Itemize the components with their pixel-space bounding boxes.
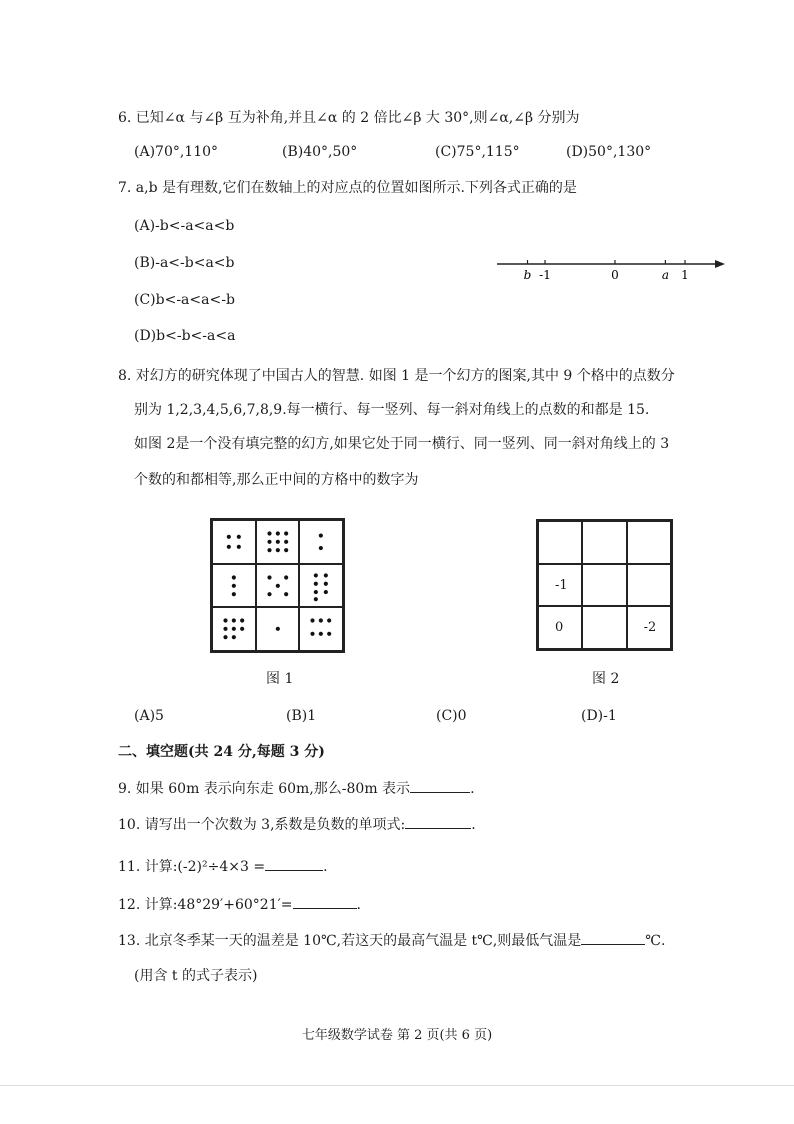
figure-2-caption: 图 2	[592, 671, 620, 687]
magic-square-dot	[223, 619, 227, 623]
magic-square-2-cell	[538, 564, 582, 607]
q9-answer-blank[interactable]	[410, 778, 470, 793]
q8-line-1: 8. 对幻方的研究体现了中国古人的智慧. 如图 1 是一个幻方的图案,其中 9 个格中的点数分	[118, 368, 675, 384]
magic-square-figure-1	[210, 518, 345, 653]
magic-square-dot	[284, 592, 288, 596]
q13-text: 13. 北京冬季某一天的温差是 10℃,若这天的最高气温是 t℃,则最低气温是	[118, 933, 582, 949]
magic-square-dot	[223, 627, 227, 631]
magic-square-dot	[284, 540, 288, 544]
magic-square-dot	[311, 619, 315, 623]
q10-end: .	[471, 817, 476, 833]
magic-square-figure-2	[536, 519, 673, 651]
magic-square-2-cell	[582, 606, 626, 649]
q6-option-c[interactable]: (C)75°,115°	[435, 144, 520, 160]
q9-end: .	[470, 781, 475, 797]
magic-square-dot	[275, 627, 279, 631]
q11-text: 11. 计算:(-2)²÷4×3 =	[118, 859, 266, 875]
magic-square-1-cell	[256, 607, 300, 651]
magic-square-dot	[267, 592, 271, 596]
number-line	[495, 252, 730, 286]
magic-square-2-cell	[582, 564, 626, 607]
q8-option-c[interactable]: (C)0	[436, 708, 467, 724]
magic-square-dot	[232, 619, 236, 623]
q8-line-3: 如图 2是一个没有填完整的幻方,如果它处于同一横行、同一竖列、同一斜对角线上的 3	[134, 436, 670, 452]
magic-square-dot	[319, 533, 323, 537]
magic-square-1-cell	[299, 520, 343, 564]
q6-option-d[interactable]: (D)50°,130°	[566, 144, 652, 160]
q11	[118, 856, 328, 877]
magic-square-dot	[267, 548, 271, 552]
magic-square-dot	[267, 575, 271, 579]
magic-square-dot	[267, 531, 271, 535]
magic-square-2-cell	[627, 521, 671, 564]
page-footer: 七年级数学试卷 第 2 页(共 6 页)	[301, 1028, 493, 1043]
magic-square-dot	[275, 531, 279, 535]
q8-line-2: 别为 1,2,3,4,5,6,7,8,9.每一横行、每一竖列、每一斜对角线上的点数的和都是 15.	[134, 402, 650, 418]
figure-1-caption: 图 1	[266, 671, 294, 687]
magic-square-dot	[327, 632, 331, 636]
q10-text: 10. 请写出一个次数为 3,系数是负数的单项式:	[118, 817, 406, 833]
q11-answer-blank[interactable]	[265, 856, 323, 871]
number-line-label: 0	[611, 268, 619, 282]
q6-option-a[interactable]: (A)70°,110°	[134, 144, 219, 160]
magic-square-dot	[319, 632, 323, 636]
magic-square-dot	[227, 545, 231, 549]
magic-square-1-cell	[299, 564, 343, 608]
magic-square-dot	[319, 619, 323, 623]
magic-square-1-cell	[212, 564, 256, 608]
magic-square-2-value: -1	[555, 577, 568, 593]
magic-square-dot	[275, 540, 279, 544]
magic-square-dot	[240, 619, 244, 623]
q8-line-4: 个数的和都相等,那么正中间的方格中的数字为	[134, 472, 419, 488]
magic-square-dot	[232, 592, 236, 596]
magic-square-dot	[232, 583, 236, 587]
bottom-divider	[0, 1085, 794, 1086]
q9-text: 9. 如果 60m 表示向东走 60m,那么-80m 表示	[118, 781, 411, 797]
q6-option-b[interactable]: (B)40°,50°	[282, 144, 358, 160]
q7-text: 7. a,b 是有理数,它们在数轴上的对应点的位置如图所示.下列各式正确的是	[118, 180, 577, 196]
magic-square-1-cell	[212, 607, 256, 651]
q10	[118, 814, 476, 835]
q13-end: ℃.	[645, 933, 666, 949]
magic-square-2-cell	[538, 521, 582, 564]
q10-answer-blank[interactable]	[405, 814, 471, 829]
number-line-label: 1	[681, 268, 689, 282]
number-line-label: a	[661, 268, 669, 282]
magic-square-2-cell	[627, 564, 671, 607]
q12	[118, 894, 361, 915]
q7-option-d[interactable]: (D)b<-b<-a<a	[134, 328, 236, 344]
q11-end: .	[323, 859, 328, 875]
q9	[118, 778, 475, 799]
magic-square-dot	[324, 581, 328, 585]
magic-square-2-value: 0	[555, 620, 564, 636]
q8-option-d[interactable]: (D)-1	[581, 708, 617, 724]
q12-end: .	[356, 897, 361, 913]
magic-square-dot	[237, 545, 241, 549]
q13-note: (用含 t 的式子表示)	[134, 968, 258, 984]
magic-square-dot	[223, 635, 227, 639]
magic-square-dot	[240, 627, 244, 631]
q7-option-b[interactable]: (B)-a<-b<a<b	[134, 255, 235, 271]
magic-square-dot	[314, 597, 318, 601]
magic-square-dot	[324, 573, 328, 577]
magic-square-dot	[232, 635, 236, 639]
magic-square-dot	[227, 535, 231, 539]
magic-square-dot	[311, 632, 315, 636]
magic-square-dot	[232, 627, 236, 631]
magic-square-dot	[284, 548, 288, 552]
magic-square-dot	[314, 590, 318, 594]
magic-square-dot	[314, 581, 318, 585]
q12-answer-blank[interactable]	[293, 894, 357, 909]
q6-text: 6. 已知∠α 与∠β 互为补角,并且∠α 的 2 倍比∠β 大 30°,则∠α,∠β 分别为	[118, 110, 580, 126]
magic-square-dot	[237, 535, 241, 539]
magic-square-dot	[324, 590, 328, 594]
q12-text: 12. 计算:48°29′+60°21′=	[118, 897, 293, 913]
magic-square-dot	[327, 619, 331, 623]
q8-option-b[interactable]: (B)1	[286, 708, 317, 724]
magic-square-1-cell	[299, 607, 343, 651]
magic-square-dot	[275, 548, 279, 552]
magic-square-dot	[232, 575, 236, 579]
number-line-label: b	[523, 268, 532, 282]
magic-square-dot	[267, 540, 271, 544]
q8-option-a[interactable]: (A)5	[134, 708, 164, 724]
magic-square-2-cell	[582, 521, 626, 564]
magic-square-dot	[284, 531, 288, 535]
q7-option-c[interactable]: (C)b<-a<a<-b	[134, 292, 235, 308]
section-2-title: 二、填空题(共 24 分,每题 3 分)	[118, 744, 325, 760]
magic-square-1-cell	[212, 520, 256, 564]
q7-option-a[interactable]: (A)-b<-a<a<b	[134, 218, 235, 234]
magic-square-2-cell	[538, 606, 582, 649]
magic-square-dot	[284, 575, 288, 579]
magic-square-2-cell	[627, 606, 671, 649]
magic-square-2-value: -2	[643, 620, 657, 636]
magic-square-dot	[314, 573, 318, 577]
number-line-label: -1	[539, 268, 551, 282]
q13-answer-blank[interactable]	[581, 930, 645, 945]
q13	[118, 930, 665, 951]
magic-square-1-cell	[256, 564, 300, 608]
magic-square-dot	[319, 546, 323, 550]
magic-square-dot	[275, 583, 279, 587]
magic-square-1-cell	[256, 520, 300, 564]
